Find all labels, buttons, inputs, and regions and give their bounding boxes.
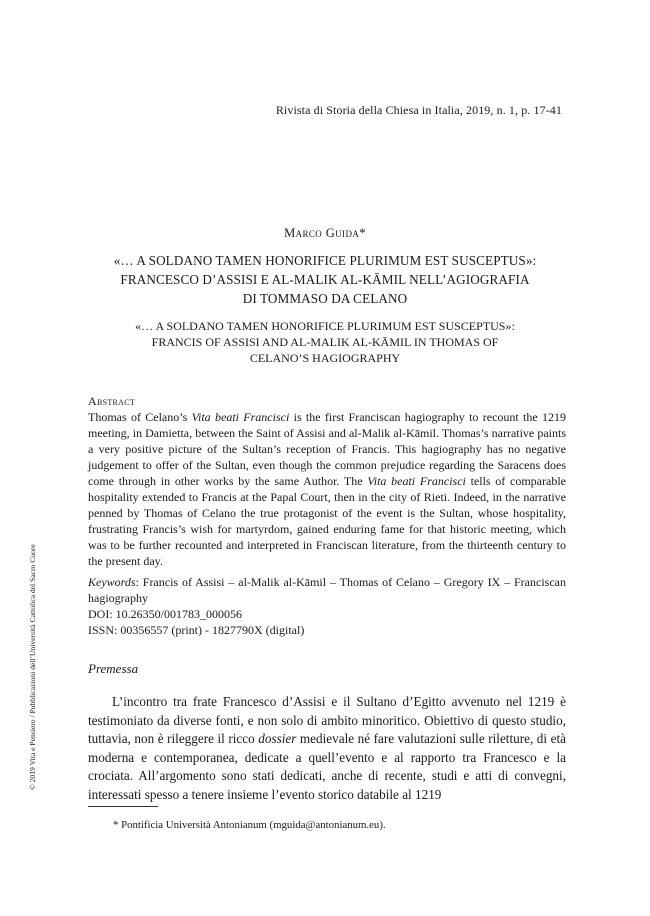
author-name: Marco Guida* — [284, 226, 366, 240]
title-italian-line: «… A SOLDANO TAMEN HONORIFICE PLURIMUM EST SUSCEPTUS»: — [113, 253, 537, 268]
abstract-heading: Abstract — [88, 394, 136, 408]
keywords-text: : Francis of Assisi – al-Malik al-Kāmil – Thomas of Celano – Gregory IX – Franciscan hagiography — [88, 575, 566, 605]
title-english-line: CELANO’S HAGIOGRAPHY — [249, 351, 401, 365]
abstract-italic-title: Vita beati Francisci — [191, 410, 290, 424]
abstract-text — [88, 409, 566, 569]
article-title-english — [88, 318, 562, 366]
body-paragraph — [88, 693, 566, 805]
title-italian-line: FRANCESCO D’ASSISI E AL-MALIK AL-KĀMIL NELL’AGIOGRAFIA — [120, 272, 530, 287]
copyright-margin-note: © 2019 Vita e Pensiero / Pubblicazioni dell’Università Cattolica del Sacro Cuore — [28, 544, 37, 790]
section-heading: Premessa — [88, 661, 139, 676]
abstract-text-segment: Thomas of Celano’s — [88, 410, 192, 424]
body-text-segment: L’incontro tra frate Francesco d’Assisi e il Sultano d’Egitto avvenuto nel 1219 è testimoniato da diverse fonti, e non solo di ambito minoritico. Obiettivo di questo studio, tuttavia, non è rileggere il ricco — [88, 694, 566, 747]
doi-line: DOI: 10.26350/001783_000056 — [88, 607, 242, 621]
body-italic-word: dossier — [258, 731, 297, 747]
article-title-italian — [88, 251, 562, 308]
footnote-divider — [88, 806, 158, 807]
running-head: Rivista di Storia della Chiesa in Italia, 2019, n. 1, p. 17-41 — [275, 103, 562, 117]
keywords-section — [88, 574, 566, 638]
footnote: * Pontificia Università Antonianum (mguida@antonianum.eu). — [113, 819, 386, 831]
abstract-text-segment: tells of comparable hospitality extended to Francis at the Papal Court, then in the city of Rieti. Indeed, in the narrative penned by Thomas of Celano the true protagonist of the event is the Sultan, whose hospitality, frustrating Francis’s wish for martyrdom, gained enduring fame for that historic meeting, which was to be further recounted and interpreted in Franciscan literature, from the thirteenth century to the present day. — [88, 474, 566, 568]
issn-line: ISSN: 00356557 (print) - 1827790X (digital) — [88, 623, 305, 637]
abstract-text-segment: is the first Franciscan hagiography to recount the 1219 meeting, in Damietta, between the Saint of Assisi and al-Malik al-Kāmil. Thomas’s narrative paints a very positive picture of the Sultan’s reception of Francis. This hagiography has no negative judgement to offer of the Sultan, even though the common prejudice regarding the Saracens does come through in other works by the same Author. The — [88, 410, 567, 488]
title-italian-line: DI TOMMASO DA CELANO — [242, 291, 408, 306]
abstract-section — [88, 393, 566, 569]
keywords-label: Keywords — [88, 575, 136, 589]
abstract-italic-title: Vita beati Francisci — [367, 474, 466, 488]
title-english-line: FRANCIS OF ASSISI AND AL-MALIK AL-KĀMIL IN THOMAS OF — [151, 335, 499, 349]
title-english-line: «… A SOLDANO TAMEN HONORIFICE PLURIMUM EST SUSCEPTUS»: — [135, 319, 515, 333]
keywords-line — [88, 574, 566, 606]
body-text-segment: medievale né fare valutazioni sulle riletture, di età moderna e contemporanea, dedicate a quell’evento e al rapporto tra Francesco e la crociata. All’argomento sono stati dedicati, anche di recente, studi e atti di convegni, interessati spesso a tenere insieme l’evento storico databile al 1219 — [88, 731, 566, 802]
